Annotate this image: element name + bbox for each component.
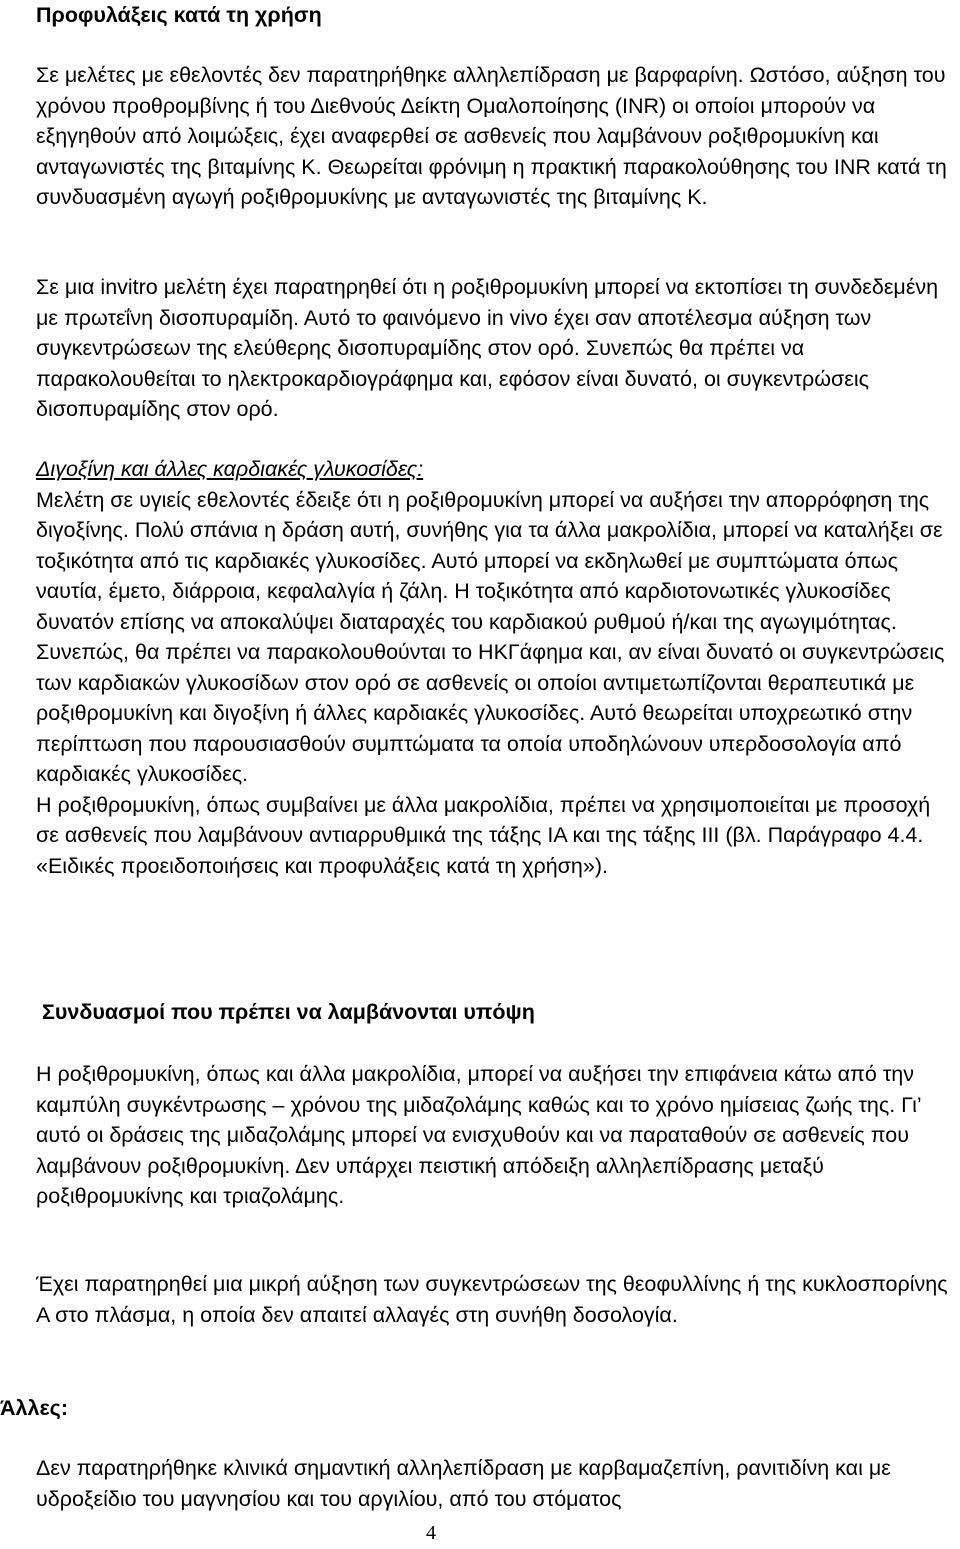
- paragraph-warfarin: [36, 60, 958, 213]
- paragraph-text: Η ροξιθρομυκίνη, όπως συμβαίνει με άλλα μακρολίδια, πρέπει να χρησιμοποιείται με προσοχή σε ασθενείς που λαμβάνουν αντιαρρυθμικά της τάξης ΙΑ και της τάξης ΙΙΙ (βλ. Παράγραφο 4.4. «Ειδικές προειδοποιήσεις και προφυλάξεις κατά τη χρήση»).: [36, 792, 931, 878]
- paragraph-text: Σε μια invitro μελέτη έχει παρατηρηθεί ότι η ροξιθρομυκίνη μπορεί να εκτοπίσει τη συνδεδεμένη με πρωτεΐνη δισοπυραμίδη. Αυτό το φαινόμενο in vivo έχει σαν αποτέλεσμα αύξηση των συγκεντρώσεων της ελεύθερης δισοπυραμίδης στον ορό. Συνεπώς θα πρέπει να παρακολουθείται το ηλεκτροκαρδιογράφημα και, εφόσον είναι δυνατό, οι συγκεντρώσεις δισοπυραμίδης στον ορό.: [36, 275, 939, 421]
- paragraph-text: Σε μελέτες με εθελοντές δεν παρατηρήθηκε αλληλεπίδραση με βαρφαρίνη. Ωστόσο, αύξηση του χρόνου προθρομβίνης ή του Διεθνούς Δείκτη Ομαλοποίησης (INR) οι οποίοι μπορούν να εξηγηθούν από λοιμώξεις, έχει αναφερθεί σε ασθενείς που λαμβάνουν ροξιθρομυκίνη και ανταγωνιστές της βιταμίνης Κ. Θεωρείται φρόνιμη η πρακτική παρακολούθησης του INR κατά τη συνδυασμένη αγωγή ροξιθρομυκίνης με ανταγωνιστές της βιταμίνης Κ.: [36, 63, 947, 209]
- heading-precautions: Προφυλάξεις κατά τη χρήση: [36, 3, 322, 27]
- digoxin-heading: Διγοξίνη και άλλες καρδιακές γλυκοσίδες:: [36, 457, 424, 481]
- paragraph-other: [36, 1453, 958, 1514]
- paragraph-disopyramide: [36, 272, 958, 425]
- paragraph-midazolam: [36, 1059, 958, 1212]
- paragraph-text: Δεν παρατηρήθηκε κλινικά σημαντική αλληλεπίδραση με καρβαμαζεπίνη, ρανιτιδίνη και με υδροξείδιο του μαγνησίου και του αργιλίου, από του στόματος: [36, 1456, 891, 1511]
- paragraph-theophylline: [36, 1269, 958, 1330]
- section-digoxin: [36, 454, 958, 881]
- page-number: 4: [426, 1522, 436, 1544]
- heading-combinations: Συνδυασμοί που πρέπει να λαμβάνονται υπόψη: [42, 1000, 535, 1024]
- paragraph-text: Έχει παρατηρηθεί μια μικρή αύξηση των συγκεντρώσεων της θεοφυλλίνης ή της κυκλοσπορίνης Α στο πλάσμα, η οποία δεν απαιτεί αλλαγές στη συνήθη δοσολογία.: [36, 1272, 948, 1327]
- paragraph-text: Η ροξιθρομυκίνη, όπως και άλλα μακρολίδια, μπορεί να αυξήσει την επιφάνεια κάτω από την καμπύλη συγκέντρωσης – χρόνου της μιδαζολάμης καθώς και το χρόνο ημίσειας ζωής της. Γι’ αυτό οι δράσεις της μιδαζολάμης μπορεί να ενισχυθούν και να παραταθούν σε ασθενείς που λαμβάνουν ροξιθρομυκίνη. Δεν υπάρχει πειστική απόδειξη αλληλεπίδρασης μεταξύ ροξιθρομυκίνης και τριαζολάμης.: [36, 1062, 921, 1208]
- paragraph-text: Μελέτη σε υγιείς εθελοντές έδειξε ότι η ροξιθρομυκίνη μπορεί να αυξήσει την απορρόφηση της διγοξίνης. Πολύ σπάνια η δράση αυτή, συνήθης για τα άλλα μακρολίδια, μπορεί να καταλήξει σε τοξικότητα από τις καρδιακές γλυκοσίδες. Αυτό μπορεί να εκδηλωθεί με συμπτώματα όπως ναυτία, έμετο, διάρροια, κεφαλαλγία ή ζάλη. Η τοξικότητα από καρδιοτονωτικές γλυκοσίδες δυνατόν επίσης να αποκαλύψει διαταραχές του καρδιακού ρυθμού ή/και της αγωγιμότητας. Συνεπώς, θα πρέπει να παρακολουθούνται το ΗΚΓάφημα και, αν είναι δυνατό οι συγκεντρώσεις των καρδιακών γλυκοσίδων στον ορό σε ασθενείς οι οποίοι αντιμετωπίζονται θεραπευτικά με ροξιθρομυκίνη και διγοξίνη ή άλλες καρδιακές γλυκοσίδες. Αυτό θεωρείται υποχρεωτικό στην περίπτωση που παρουσιασθούν συμπτώματα τα οποία υποδηλώνουν υπερδοσολογία από καρδιακές γλυκοσίδες.: [36, 487, 945, 786]
- heading-other: Άλλες:: [0, 1396, 68, 1420]
